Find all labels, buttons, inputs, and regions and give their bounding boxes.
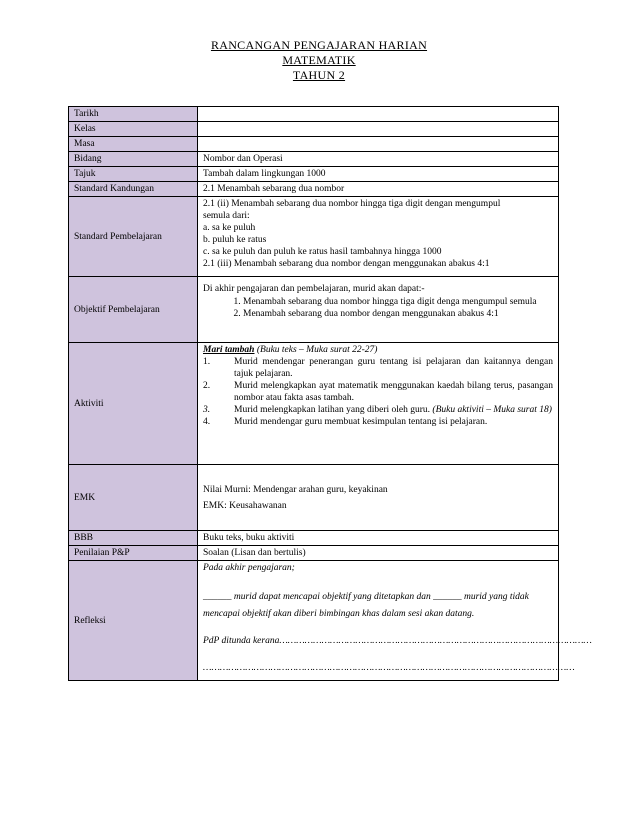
label-standard-kandungan: Standard Kandungan — [69, 182, 198, 197]
value-standard-pembelajaran — [198, 197, 559, 277]
row-objektif — [69, 277, 559, 343]
label-standard-pembelajaran: Standard Pembelajaran — [69, 197, 198, 277]
row-bbb — [69, 531, 559, 546]
value-emk — [198, 465, 559, 531]
aktiviti-item-3-note: (Buku aktiviti – Muka surat 18) — [432, 405, 552, 415]
row-penilaian — [69, 546, 559, 561]
value-kelas[interactable] — [198, 122, 559, 137]
label-bbb: BBB — [69, 531, 198, 546]
value-bbb: Buku teks, buku aktiviti — [198, 531, 559, 546]
refleksi-line-5[interactable]: …………………………………………………………………………………………………………………… — [203, 663, 575, 673]
aktiviti-item-3 — [203, 404, 553, 416]
label-aktiviti: Aktiviti — [69, 343, 198, 465]
emk-line-1: Nilai Murni: Mendengar arahan guru, keyakinan — [203, 484, 388, 495]
aktiviti-item-4-num: 4. — [203, 417, 211, 427]
value-tarikh[interactable] — [198, 107, 559, 122]
value-objektif — [198, 277, 559, 343]
aktiviti-item-1-text: Murid mendengar penerangan guru tentang isi pelajaran dan kaitannya dengan tajuk pelajaran. — [234, 357, 553, 379]
aktiviti-item-1-num: 1. — [203, 357, 211, 367]
aktiviti-item-2-num: 2. — [203, 381, 211, 391]
page-title-line3: TAHUN 2 — [292, 68, 346, 82]
objektif-intro: Di akhir pengajaran dan pembelajaran, murid akan dapat:- — [203, 284, 425, 294]
label-tajuk: Tajuk — [69, 167, 198, 182]
aktiviti-item-4-text: Murid mendengar guru membuat kesimpulan tentang isi pelajaran. — [234, 417, 488, 427]
row-bidang — [69, 152, 559, 167]
row-emk — [69, 465, 559, 531]
label-refleksi: Refleksi — [69, 561, 198, 681]
row-standard-pembelajaran — [69, 197, 559, 277]
value-aktiviti — [198, 343, 559, 465]
lesson-plan-table — [68, 106, 592, 681]
aktiviti-item-2 — [203, 380, 553, 404]
aktiviti-heading-title: Mari tambah — [203, 345, 255, 355]
label-emk: EMK — [69, 465, 198, 531]
row-tajuk — [69, 167, 559, 182]
refleksi-line-4[interactable]: PdP ditunda kerana………………………………………………………………………………………………… — [203, 636, 592, 646]
value-masa[interactable] — [198, 137, 559, 152]
label-bidang: Bidang — [69, 152, 198, 167]
label-masa: Masa — [69, 137, 198, 152]
value-refleksi — [198, 561, 592, 681]
label-objektif: Objektif Pembelajaran — [69, 277, 198, 343]
page-title-line2: MATEMATIK — [282, 53, 356, 67]
aktiviti-heading-ref: (Buku teks – Muka surat 22-27) — [256, 345, 378, 355]
objektif-list — [203, 296, 553, 320]
aktiviti-item-2-text: Murid melengkapkan ayat matematik menggunakan kaedah bilang terus, pasangan nombor atau fakta asas tambah. — [234, 381, 553, 403]
row-masa — [69, 137, 559, 152]
label-tarikh: Tarikh — [69, 107, 198, 122]
sp-line-2: semula dari: — [203, 211, 250, 221]
aktiviti-item-1 — [203, 356, 553, 380]
objektif-item-1: 1. Menambah sebarang dua nombor hingga tiga digit denga mengumpul semula — [243, 296, 553, 308]
value-bidang: Nombor dan Operasi — [198, 152, 559, 167]
sp-line-3: a. sa ke puluh — [203, 223, 256, 233]
label-penilaian: Penilaian P&P — [69, 546, 198, 561]
sp-line-4: b. puluh ke ratus — [203, 235, 267, 245]
page-title-line1: RANCANGAN PENGAJARAN HARIAN — [210, 38, 428, 52]
row-tarikh — [69, 107, 559, 122]
sp-line-6: 2.1 (iii) Menambah sebarang dua nombor dengan menggunakan abakus 4:1 — [203, 259, 490, 269]
sp-line-1: 2.1 (ii) Menambah sebarang dua nombor hingga tiga digit dengan mengumpul — [203, 199, 501, 209]
value-standard-kandungan: 2.1 Menambah sebarang dua nombor — [198, 182, 559, 197]
value-penilaian: Soalan (Lisan dan bertulis) — [198, 546, 559, 561]
refleksi-line-3: mencapai objektif akan diberi bimbingan khas dalam sesi akan datang. — [203, 609, 475, 619]
row-standard-kandungan — [69, 182, 559, 197]
emk-line-2: EMK: Keusahawanan — [203, 500, 287, 511]
row-refleksi — [69, 561, 559, 681]
sp-line-5: c. sa ke puluh dan puluh ke ratus hasil tambahnya hingga 1000 — [203, 247, 442, 257]
value-tajuk: Tambah dalam lingkungan 1000 — [198, 167, 559, 182]
row-kelas — [69, 122, 559, 137]
row-aktiviti — [69, 343, 559, 465]
label-kelas: Kelas — [69, 122, 198, 137]
aktiviti-item-4 — [203, 416, 553, 428]
aktiviti-item-3-body — [234, 404, 553, 416]
objektif-item-2: 2. Menambah sebarang dua nombor dengan menggunakan abakus 4:1 — [243, 308, 553, 320]
aktiviti-item-3-text: Murid melengkapkan latihan yang diberi oleh guru. — [234, 405, 431, 415]
refleksi-line-1: Pada akhir pengajaran; — [203, 563, 295, 573]
aktiviti-item-3-num: 3. — [203, 405, 211, 415]
refleksi-line-2[interactable]: ______ murid dapat mencapai objektif yang ditetapkan dan ______ murid yang tidak — [203, 592, 529, 602]
aktiviti-heading — [203, 344, 553, 356]
